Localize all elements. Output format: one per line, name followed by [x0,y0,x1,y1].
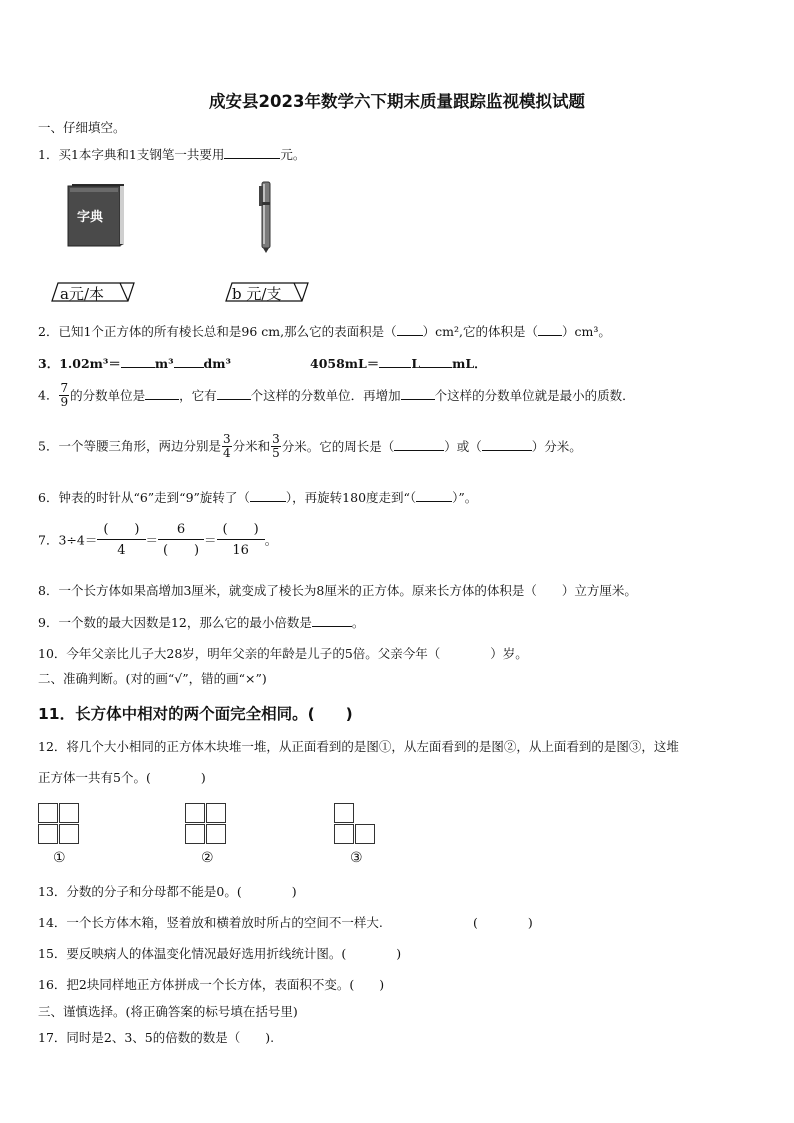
figure-2-label: ② [201,850,214,866]
page-title: 成安县2023年数学六下期末质量跟踪监视模拟试题 [209,92,585,111]
q9-text: 9．一个数的最大因数是12，那么它的最小倍数是 [38,615,312,630]
question-13: 13．分数的分子和分母都不能是0。( ) [38,884,297,899]
q7-fraction-3 [217,522,265,559]
q4-fraction [59,382,69,409]
q6-text-1: 6．钟表的时针从“6”走到“9”旋转了（ [38,490,250,505]
q5-frac2-den: 5 [272,446,280,460]
q3b-blank-2[interactable] [420,355,452,368]
q5-blank-2[interactable] [482,438,532,451]
q7-period: 。 [264,532,278,548]
figure-1-label: ① [53,850,66,866]
q4-blank-1[interactable] [145,387,179,400]
question-16: 16．把2块同样地正方体拼成一个长方体，表面积不变。( ) [38,977,385,992]
question-3b [310,355,487,372]
question-14-answer[interactable]: ( ) [473,915,533,930]
q2-text: 2．已知1个正方体的所有棱长总和是96 cm,那么它的表面积是（ [38,324,397,339]
q6-text-2: ），再旋转180度走到“（ [285,490,417,505]
q4-text-4: 个这样的分数单位就是最小的质数． [434,388,635,403]
q5-frac1-den: 4 [222,446,231,460]
q5-text-1: 5．一个等腰三角形，两边分别是 [38,438,221,454]
q7-frac3-num[interactable]: ( ) [217,522,265,540]
question-5 [38,433,582,460]
question-6 [38,489,477,506]
q7-frac1-den: 4 [117,543,126,558]
q6-blank-2[interactable] [416,489,452,502]
question-12-line-1: 12．将几个大小相同的正方体木块堆一堆，从正面看到的是图①，从左面看到的是图②，从上面看到的是图③，这堆 [38,739,679,754]
q6-text-3: ）”。 [452,490,478,505]
q7-fraction-2 [158,522,204,559]
q7-equals-2: ＝ [204,532,217,548]
price-tag-a-text: a元/本 [60,285,104,303]
q5-text-5: ）分米。 [531,439,582,454]
q3b-blank-1[interactable] [379,355,411,368]
q1-text: 1．买1本字典和1支钢笔一共要用 [38,147,225,162]
question-15: 15．要反映病人的体温变化情况最好选用折线统计图。( ) [38,946,402,961]
q9-text-end: 。 [351,615,365,630]
price-tag-b-text: b 元/支 [232,285,282,303]
q3-blank-1[interactable] [121,355,155,368]
q3-blank-2[interactable] [174,355,204,368]
q5-frac2-num: 3 [272,432,280,446]
q3-unit-dm3: dm³ [203,356,231,371]
q5-frac1-num: 3 [222,432,231,446]
q4-text-3: 个这样的分数单位．再增加 [250,388,401,403]
q3-text: 3．1.02m³＝ [38,356,121,371]
q4-text-2: ，它有 [179,388,217,403]
question-11: 11．长方体中相对的两个面完全相同。( ) [38,705,353,723]
q5-text-3: 分米。它的周长是（ [281,439,395,454]
section-1-heading: 一、仔细填空。 [38,120,126,135]
question-7 [38,522,277,559]
q3-unit-m3: m³ [154,356,174,371]
question-2 [38,323,611,340]
q4-number: 4． [38,387,59,403]
q3b-unit-mL: mL． [452,356,487,371]
pen-image [258,180,274,254]
q4-blank-2[interactable] [217,387,251,400]
question-17: 17．同时是2、3、5的倍数的数是（ ). [38,1030,275,1045]
question-4 [38,382,635,409]
q4-frac-den: 9 [60,395,69,409]
question-1 [38,146,305,163]
question-10: 10．今年父亲比儿子大28岁，明年父亲的年龄是儿子的5倍。父亲今年（ ）岁。 [38,646,528,661]
q2-blank-1[interactable] [397,323,423,336]
q3b-unit-L: L [411,356,421,371]
q7-equals-1: ＝ [145,532,159,548]
q2-text-end: ）cm³。 [561,324,611,339]
q7-frac2-den[interactable]: ( ) [162,543,200,558]
figure-3-label: ③ [350,850,363,866]
q7-frac3-den: 16 [232,543,249,558]
q4-frac-num: 7 [60,381,69,395]
question-9 [38,614,364,631]
q4-text-1: 的分数单位是 [70,388,146,403]
q1-blank[interactable] [224,146,280,159]
q5-fraction-2 [271,433,281,460]
q5-text-2: 分米和 [232,438,271,454]
dictionary-label: 字典 [77,210,104,225]
question-8: 8．一个长方体如果高增加3厘米，就变成了棱长为8厘米的正方体。原来长方体的体积是（ ）立方厘米。 [38,583,637,598]
question-12-line-2: 正方体一共有5个。( ) [38,770,206,785]
q5-fraction-1 [222,433,232,460]
q9-blank[interactable] [312,614,352,627]
q2-blank-2[interactable] [538,323,562,336]
q7-frac1-num[interactable]: ( ) [97,522,145,540]
q5-blank-1[interactable] [394,438,444,451]
q3b-text: 4058mL＝ [310,356,380,371]
q4-blank-3[interactable] [401,387,435,400]
q2-text-mid: ）cm²,它的体积是（ [422,324,538,339]
q6-blank-1[interactable] [250,489,286,502]
q7-text: 7．3÷4＝ [38,532,98,548]
q5-text-4: ）或（ [444,439,482,454]
q7-frac2-num: 6 [158,522,204,540]
q7-fraction-1 [97,522,145,559]
q1-text-end: 元。 [280,147,306,162]
question-14: 14．一个长方体木箱，竖着放和横着放时所占的空间不一样大. [38,915,383,930]
section-2-heading: 二、准确判断。(对的画“√”，错的画“×”) [38,671,267,686]
question-3 [38,355,231,372]
section-3-heading: 三、谨慎选择。(将正确答案的标号填在括号里) [38,1004,298,1019]
